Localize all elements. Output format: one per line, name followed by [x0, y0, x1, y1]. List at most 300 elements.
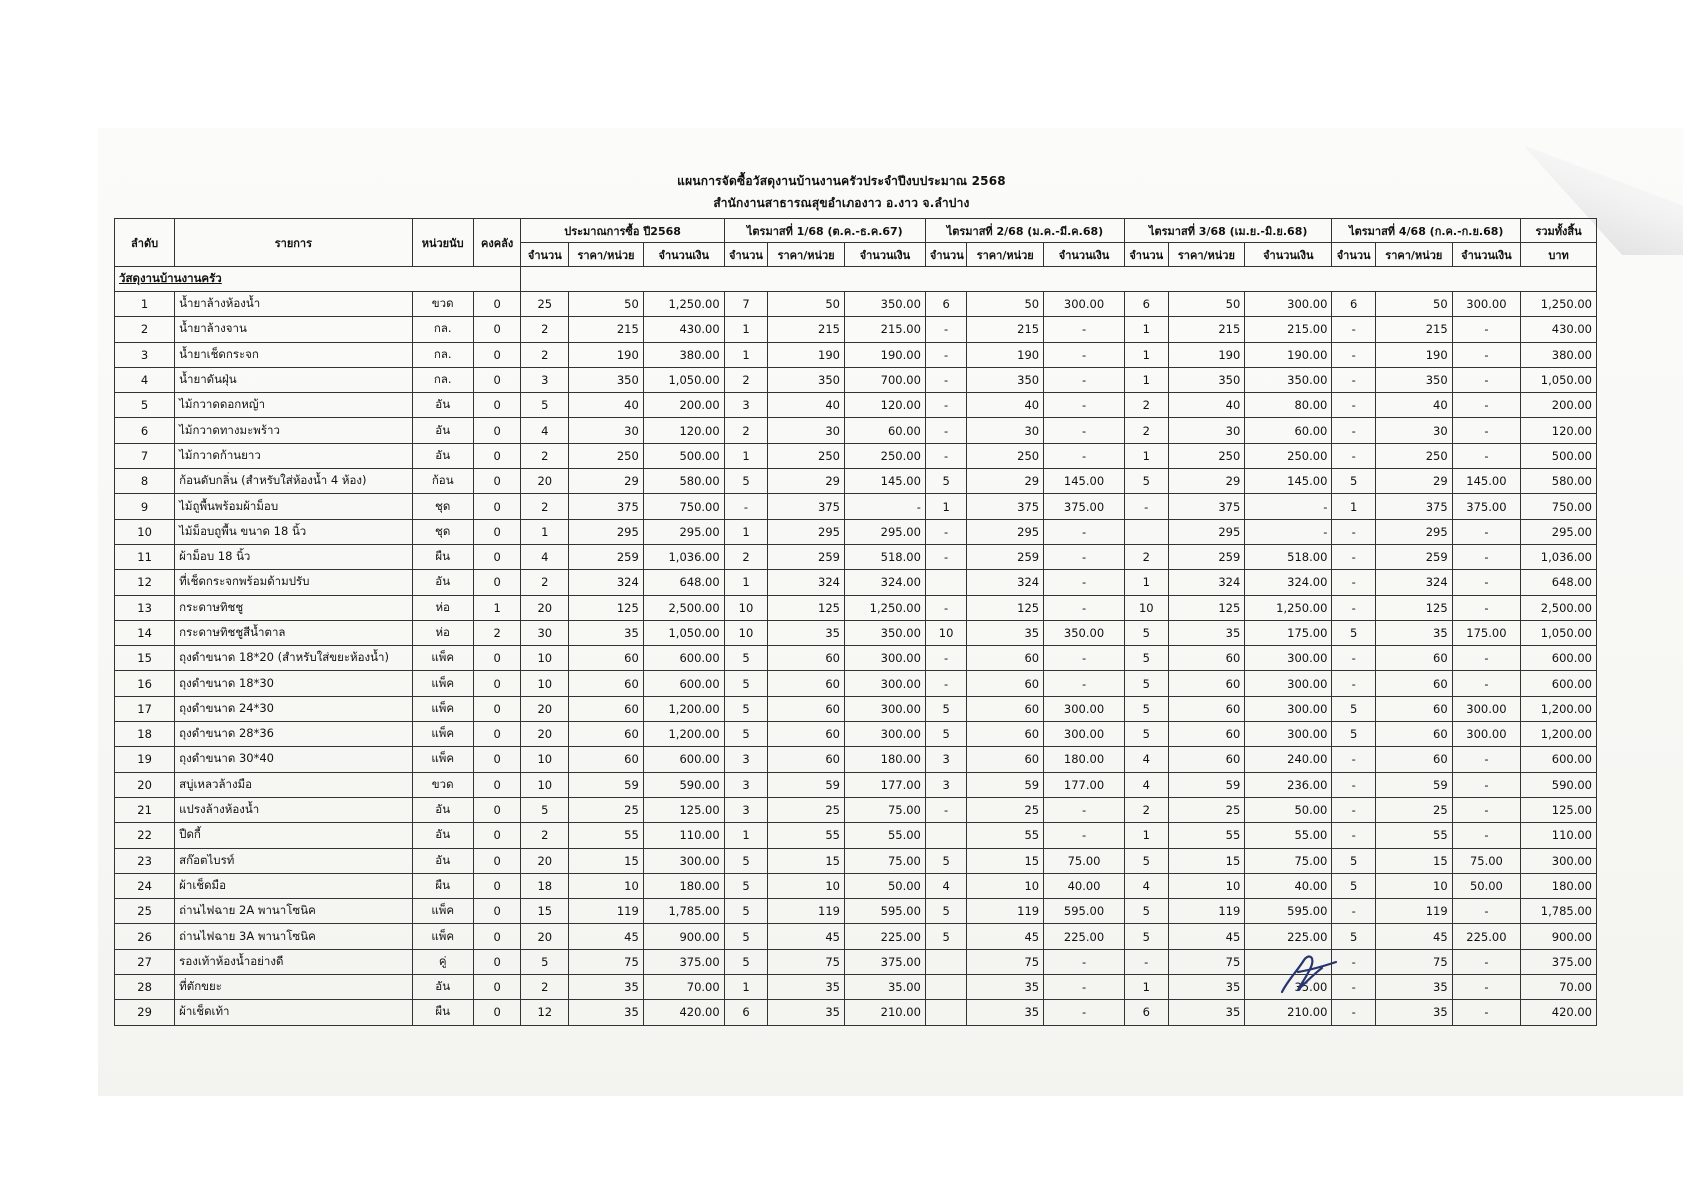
row-qty: 30 — [521, 620, 569, 645]
row-q1-qty: 3 — [724, 797, 768, 822]
row-q1-qty: 5 — [724, 646, 768, 671]
row-q4-price: 295 — [1375, 519, 1452, 544]
row-q1-amount: 250.00 — [844, 443, 925, 468]
row-qty: 20 — [521, 848, 569, 873]
row-q3-amount: 1,250.00 — [1245, 595, 1332, 620]
row-item: ผ้าเช็ดเท้า — [175, 1000, 412, 1025]
row-q4-price: 55 — [1375, 823, 1452, 848]
row-q1-price: 50 — [768, 292, 845, 317]
row-total: 750.00 — [1521, 494, 1597, 519]
row-q3-qty: 5 — [1124, 848, 1168, 873]
row-q3-amount: 40.00 — [1245, 873, 1332, 898]
row-price: 60 — [569, 722, 644, 747]
row-amount: 180.00 — [643, 873, 724, 898]
row-stock: 0 — [473, 772, 521, 797]
row-q4-qty: - — [1332, 671, 1376, 696]
row-q4-qty: - — [1332, 797, 1376, 822]
row-q4-amount: - — [1452, 342, 1520, 367]
row-q3-price: 60 — [1168, 646, 1245, 671]
row-q3-amount: 300.00 — [1245, 722, 1332, 747]
row-q3-amount: 35.00 — [1245, 975, 1332, 1000]
row-q1-amount: 1,250.00 — [844, 595, 925, 620]
row-total: 900.00 — [1521, 924, 1597, 949]
row-q2-amount: - — [1044, 975, 1125, 1000]
row-no: 26 — [115, 924, 175, 949]
row-item: สบู่เหลวล้างมือ — [175, 772, 412, 797]
row-q2-amount: 350.00 — [1044, 620, 1125, 645]
row-q4-price: 125 — [1375, 595, 1452, 620]
row-qty: 18 — [521, 873, 569, 898]
row-q3-amount: 175.00 — [1245, 620, 1332, 645]
row-unit: ก้อน — [412, 469, 473, 494]
header-q3-qty: จำนวน — [1124, 243, 1168, 267]
row-stock: 0 — [473, 367, 521, 392]
row-amount: 110.00 — [643, 823, 724, 848]
row-q4-qty: - — [1332, 342, 1376, 367]
row-q3-qty: 6 — [1124, 292, 1168, 317]
row-q3-qty: 1 — [1124, 342, 1168, 367]
row-total: 600.00 — [1521, 671, 1597, 696]
row-qty: 2 — [521, 443, 569, 468]
row-q3-qty: 4 — [1124, 747, 1168, 772]
row-unit: แพ็ค — [412, 899, 473, 924]
row-q3-price: 15 — [1168, 848, 1245, 873]
row-unit: ผืน — [412, 544, 473, 569]
row-stock: 0 — [473, 823, 521, 848]
row-q3-price: 30 — [1168, 418, 1245, 443]
row-q3-price: 60 — [1168, 722, 1245, 747]
row-q4-amount: - — [1452, 367, 1520, 392]
row-q2-qty: - — [925, 367, 966, 392]
row-item: ไม้ม็อบถูพื้น ขนาด 18 นิ้ว — [175, 519, 412, 544]
row-q2-qty: - — [925, 418, 966, 443]
row-q4-price: 60 — [1375, 646, 1452, 671]
row-q3-qty: 10 — [1124, 595, 1168, 620]
row-stock: 0 — [473, 393, 521, 418]
header-group-total: รวมทั้งสิ้น — [1521, 219, 1597, 243]
row-q4-amount: - — [1452, 443, 1520, 468]
row-q4-amount: - — [1452, 646, 1520, 671]
table-row — [115, 570, 1597, 595]
row-item: ถุงดำขนาด 24*30 — [175, 696, 412, 721]
table-row — [115, 797, 1597, 822]
row-q2-qty: - — [925, 671, 966, 696]
row-q3-qty: 1 — [1124, 443, 1168, 468]
row-q2-price: 60 — [967, 722, 1044, 747]
row-q2-qty: 3 — [925, 747, 966, 772]
row-unit: อัน — [412, 823, 473, 848]
row-q2-qty: 5 — [925, 848, 966, 873]
row-q3-price: 60 — [1168, 747, 1245, 772]
row-amount: 430.00 — [643, 317, 724, 342]
row-qty: 4 — [521, 544, 569, 569]
row-stock: 0 — [473, 696, 521, 721]
row-price: 25 — [569, 797, 644, 822]
row-qty: 10 — [521, 646, 569, 671]
row-q1-amount: 324.00 — [844, 570, 925, 595]
row-stock: 0 — [473, 317, 521, 342]
row-q4-qty: 5 — [1332, 469, 1376, 494]
row-item: แปรงล้างห้องน้ำ — [175, 797, 412, 822]
row-item: ถ่านไฟฉาย 2A พานาโซนิค — [175, 899, 412, 924]
row-q2-amount: 75.00 — [1044, 848, 1125, 873]
header-group-estimate: ประมาณการซื้อ ปี2568 — [521, 219, 724, 243]
row-q3-price: 35 — [1168, 975, 1245, 1000]
row-price: 259 — [569, 544, 644, 569]
row-q4-price: 40 — [1375, 393, 1452, 418]
row-q4-amount: - — [1452, 772, 1520, 797]
row-q1-price: 375 — [768, 494, 845, 519]
row-q4-amount: 300.00 — [1452, 696, 1520, 721]
row-total: 2,500.00 — [1521, 595, 1597, 620]
row-price: 295 — [569, 519, 644, 544]
row-q1-amount: 50.00 — [844, 873, 925, 898]
row-q1-price: 35 — [768, 975, 845, 1000]
row-q4-qty: - — [1332, 949, 1376, 974]
row-qty: 20 — [521, 469, 569, 494]
row-q3-amount: 300.00 — [1245, 696, 1332, 721]
table-row — [115, 747, 1597, 772]
row-q3-amount: 145.00 — [1245, 469, 1332, 494]
table-row — [115, 823, 1597, 848]
row-q3-amount: 55.00 — [1245, 823, 1332, 848]
header-no: ลำดับ — [115, 219, 175, 267]
row-price: 10 — [569, 873, 644, 898]
table-body — [115, 267, 1597, 1026]
row-q3-qty: 5 — [1124, 899, 1168, 924]
row-unit: แพ็ค — [412, 646, 473, 671]
row-q1-qty: 1 — [724, 823, 768, 848]
row-q1-qty: 5 — [724, 873, 768, 898]
row-q3-qty: 2 — [1124, 418, 1168, 443]
row-q1-qty: 2 — [724, 544, 768, 569]
row-q1-price: 30 — [768, 418, 845, 443]
row-q3-price: 50 — [1168, 292, 1245, 317]
row-item: ถุงดำขนาด 28*36 — [175, 722, 412, 747]
row-q3-price: 35 — [1168, 1000, 1245, 1025]
row-total: 1,250.00 — [1521, 292, 1597, 317]
row-q2-amount: 40.00 — [1044, 873, 1125, 898]
row-q2-price: 10 — [967, 873, 1044, 898]
row-q1-amount: 55.00 — [844, 823, 925, 848]
row-q1-amount: 518.00 — [844, 544, 925, 569]
row-q4-price: 35 — [1375, 1000, 1452, 1025]
row-q2-price: 215 — [967, 317, 1044, 342]
row-q3-qty — [1124, 519, 1168, 544]
row-q2-qty: 10 — [925, 620, 966, 645]
row-q4-price: 215 — [1375, 317, 1452, 342]
row-amount: 600.00 — [643, 747, 724, 772]
row-q2-amount: - — [1044, 797, 1125, 822]
row-unit: แพ็ค — [412, 722, 473, 747]
row-no: 3 — [115, 342, 175, 367]
row-q4-qty: - — [1332, 1000, 1376, 1025]
row-q2-amount: - — [1044, 418, 1125, 443]
row-q1-amount: 595.00 — [844, 899, 925, 924]
row-q2-price: 35 — [967, 620, 1044, 645]
row-no: 19 — [115, 747, 175, 772]
row-qty: 2 — [521, 342, 569, 367]
header-q2-qty: จำนวน — [925, 243, 966, 267]
row-q4-amount: - — [1452, 949, 1520, 974]
row-q3-qty: 1 — [1124, 975, 1168, 1000]
row-no: 9 — [115, 494, 175, 519]
table-row — [115, 595, 1597, 620]
row-q4-qty: 5 — [1332, 722, 1376, 747]
table-row — [115, 899, 1597, 924]
row-unit: ผืน — [412, 1000, 473, 1025]
document-title: แผนการจัดซื้อวัสดุงานบ้านงานครัวประจำปีงบประมาณ 2568 — [677, 174, 1006, 188]
row-q4-qty: - — [1332, 823, 1376, 848]
row-unit: อัน — [412, 443, 473, 468]
row-q3-qty: 5 — [1124, 924, 1168, 949]
header-q1-qty: จำนวน — [724, 243, 768, 267]
row-q1-amount: 300.00 — [844, 722, 925, 747]
row-price: 60 — [569, 671, 644, 696]
row-item: สก๊อตไบรท์ — [175, 848, 412, 873]
row-price: 119 — [569, 899, 644, 924]
row-qty: 2 — [521, 975, 569, 1000]
header-q1-price: ราคา/หน่วย — [768, 243, 845, 267]
row-no: 23 — [115, 848, 175, 873]
document-subtitle: สำนักงานสาธารณสุขอำเภองาว อ.งาว จ.ลำปาง — [713, 196, 970, 210]
row-q2-qty: 3 — [925, 772, 966, 797]
row-no: 7 — [115, 443, 175, 468]
row-q3-amount: 215.00 — [1245, 317, 1332, 342]
table-row — [115, 443, 1597, 468]
row-price: 250 — [569, 443, 644, 468]
row-q4-price: 50 — [1375, 292, 1452, 317]
row-q3-price: 59 — [1168, 772, 1245, 797]
row-q1-price: 25 — [768, 797, 845, 822]
row-amount: 70.00 — [643, 975, 724, 1000]
row-q3-price: 215 — [1168, 317, 1245, 342]
row-q4-amount: 300.00 — [1452, 722, 1520, 747]
table-row — [115, 873, 1597, 898]
row-stock: 0 — [473, 519, 521, 544]
row-q1-qty: 5 — [724, 671, 768, 696]
row-q3-price: 60 — [1168, 671, 1245, 696]
row-stock: 1 — [473, 595, 521, 620]
row-stock: 0 — [473, 797, 521, 822]
row-stock: 0 — [473, 949, 521, 974]
row-q1-qty: 3 — [724, 772, 768, 797]
row-q3-amount: 80.00 — [1245, 393, 1332, 418]
table-row — [115, 949, 1597, 974]
row-q3-price: 75 — [1168, 949, 1245, 974]
row-q4-qty: - — [1332, 393, 1376, 418]
row-unit: แพ็ค — [412, 671, 473, 696]
row-q4-qty: - — [1332, 747, 1376, 772]
row-amount: 590.00 — [643, 772, 724, 797]
row-amount: 1,036.00 — [643, 544, 724, 569]
row-q3-amount: - — [1245, 519, 1332, 544]
row-q1-price: 60 — [768, 747, 845, 772]
row-q2-qty: - — [925, 342, 966, 367]
row-q2-price: 295 — [967, 519, 1044, 544]
row-q1-qty: 1 — [724, 570, 768, 595]
row-q3-qty: 5 — [1124, 469, 1168, 494]
row-q4-price: 25 — [1375, 797, 1452, 822]
row-no: 10 — [115, 519, 175, 544]
row-no: 24 — [115, 873, 175, 898]
row-price: 215 — [569, 317, 644, 342]
row-q2-qty: - — [925, 443, 966, 468]
row-no: 5 — [115, 393, 175, 418]
row-qty: 5 — [521, 949, 569, 974]
row-no: 18 — [115, 722, 175, 747]
row-q3-price: 250 — [1168, 443, 1245, 468]
row-stock: 0 — [473, 646, 521, 671]
row-price: 29 — [569, 469, 644, 494]
row-q1-qty: 5 — [724, 696, 768, 721]
row-q1-amount: 75.00 — [844, 848, 925, 873]
row-q2-price: 30 — [967, 418, 1044, 443]
row-q3-price: 60 — [1168, 696, 1245, 721]
row-stock: 0 — [473, 899, 521, 924]
row-q1-price: 10 — [768, 873, 845, 898]
row-amount: 120.00 — [643, 418, 724, 443]
row-q2-qty: - — [925, 317, 966, 342]
row-q1-price: 45 — [768, 924, 845, 949]
row-price: 350 — [569, 367, 644, 392]
row-q2-qty: 4 — [925, 873, 966, 898]
row-total: 1,785.00 — [1521, 899, 1597, 924]
table-row — [115, 646, 1597, 671]
row-item: น้ำยาเช็ดกระจก — [175, 342, 412, 367]
row-q3-amount: 236.00 — [1245, 772, 1332, 797]
row-q4-price: 59 — [1375, 772, 1452, 797]
row-no: 27 — [115, 949, 175, 974]
row-q4-qty: - — [1332, 544, 1376, 569]
row-q1-price: 250 — [768, 443, 845, 468]
row-item: ปืดกี้ — [175, 823, 412, 848]
row-amount: 600.00 — [643, 646, 724, 671]
row-q3-price: 119 — [1168, 899, 1245, 924]
row-q3-amount: 518.00 — [1245, 544, 1332, 569]
row-q3-amount: 60.00 — [1245, 418, 1332, 443]
row-price: 59 — [569, 772, 644, 797]
row-item: น้ำยาล้างห้องน้ำ — [175, 292, 412, 317]
row-price: 190 — [569, 342, 644, 367]
row-q2-amount: 595.00 — [1044, 899, 1125, 924]
row-unit: กล. — [412, 367, 473, 392]
row-q3-qty: 2 — [1124, 544, 1168, 569]
row-q2-qty: 5 — [925, 924, 966, 949]
row-unit: ขวด — [412, 292, 473, 317]
row-q4-price: 60 — [1375, 722, 1452, 747]
row-total: 600.00 — [1521, 646, 1597, 671]
row-q2-amount: - — [1044, 544, 1125, 569]
row-stock: 0 — [473, 469, 521, 494]
row-amount: 420.00 — [643, 1000, 724, 1025]
row-no: 28 — [115, 975, 175, 1000]
row-q2-amount: - — [1044, 671, 1125, 696]
row-q4-price: 324 — [1375, 570, 1452, 595]
row-stock: 0 — [473, 671, 521, 696]
row-q2-price: 40 — [967, 393, 1044, 418]
row-q2-qty: - — [925, 797, 966, 822]
row-stock: 0 — [473, 292, 521, 317]
row-q1-amount: 295.00 — [844, 519, 925, 544]
row-q2-price: 190 — [967, 342, 1044, 367]
row-q4-qty: - — [1332, 418, 1376, 443]
header-q3-amount: จำนวนเงิน — [1245, 243, 1332, 267]
row-q2-amount: 375.00 — [1044, 494, 1125, 519]
row-q1-price: 215 — [768, 317, 845, 342]
row-stock: 0 — [473, 494, 521, 519]
row-price: 30 — [569, 418, 644, 443]
row-q3-price: 190 — [1168, 342, 1245, 367]
row-q1-amount: 177.00 — [844, 772, 925, 797]
row-q4-price: 29 — [1375, 469, 1452, 494]
row-item: น้ำยาดันฝุ่น — [175, 367, 412, 392]
row-unit: ชุด — [412, 519, 473, 544]
row-q4-qty: 5 — [1332, 848, 1376, 873]
row-q4-qty: - — [1332, 519, 1376, 544]
row-no: 4 — [115, 367, 175, 392]
row-amount: 125.00 — [643, 797, 724, 822]
row-q3-qty: 2 — [1124, 797, 1168, 822]
row-total: 430.00 — [1521, 317, 1597, 342]
table-row — [115, 342, 1597, 367]
section-title: วัสดุงานบ้านงานครัว — [115, 267, 521, 292]
row-q2-qty: 6 — [925, 292, 966, 317]
row-price: 45 — [569, 924, 644, 949]
handwritten-initial-signature — [1268, 952, 1338, 998]
row-q4-amount: - — [1452, 899, 1520, 924]
row-item: น้ำยาล้างจาน — [175, 317, 412, 342]
row-q4-price: 375 — [1375, 494, 1452, 519]
row-q2-qty: 1 — [925, 494, 966, 519]
row-q1-price: 60 — [768, 671, 845, 696]
row-amount: 750.00 — [643, 494, 724, 519]
row-qty: 2 — [521, 494, 569, 519]
row-item: รองเท้าห้องน้ำอย่างดี — [175, 949, 412, 974]
row-q3-qty: 5 — [1124, 646, 1168, 671]
row-stock: 0 — [473, 975, 521, 1000]
row-unit: กล. — [412, 317, 473, 342]
row-q2-qty: 5 — [925, 899, 966, 924]
row-q4-price: 35 — [1375, 620, 1452, 645]
row-q4-price: 30 — [1375, 418, 1452, 443]
row-q1-price: 40 — [768, 393, 845, 418]
row-q1-amount: 60.00 — [844, 418, 925, 443]
row-unit: คู่ — [412, 949, 473, 974]
header-q2-price: ราคา/หน่วย — [967, 243, 1044, 267]
row-q4-qty: - — [1332, 367, 1376, 392]
row-item: ที่ตักขยะ — [175, 975, 412, 1000]
row-q1-amount: 190.00 — [844, 342, 925, 367]
row-qty: 4 — [521, 418, 569, 443]
row-unit: อัน — [412, 848, 473, 873]
row-q2-price: 50 — [967, 292, 1044, 317]
row-qty: 15 — [521, 899, 569, 924]
table-row — [115, 418, 1597, 443]
table-row — [115, 292, 1597, 317]
header-group-q1: ไตรมาสที่ 1/68 (ต.ค.-ธ.ค.67) — [724, 219, 925, 243]
row-item: ถุงดำขนาด 30*40 — [175, 747, 412, 772]
row-item: ผ้าเช็ดมือ — [175, 873, 412, 898]
row-q2-amount: - — [1044, 570, 1125, 595]
row-no: 8 — [115, 469, 175, 494]
row-no: 11 — [115, 544, 175, 569]
row-qty: 10 — [521, 671, 569, 696]
row-q3-amount: 50.00 — [1245, 797, 1332, 822]
row-q2-amount: - — [1044, 317, 1125, 342]
row-q4-amount: - — [1452, 975, 1520, 1000]
section-row — [115, 267, 1597, 292]
